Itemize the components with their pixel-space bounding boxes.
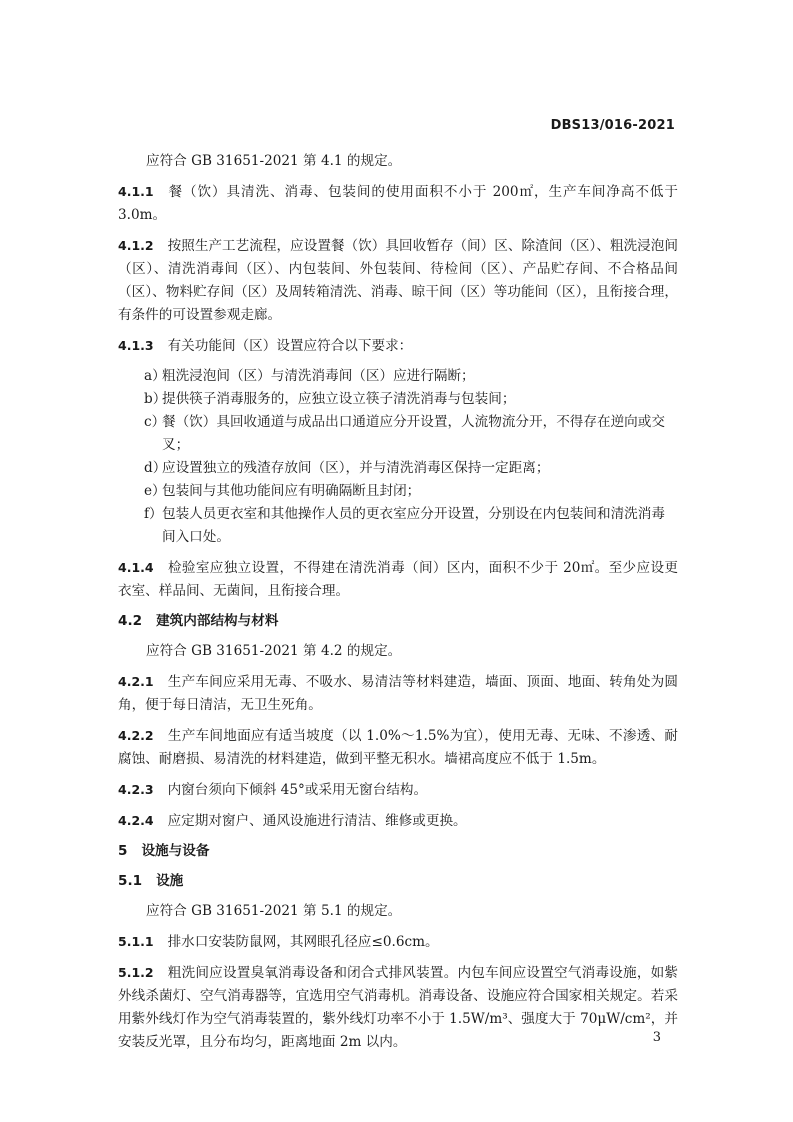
list-item-text: 应设置独立的残渣存放间（区），并与清洗消毒区保持一定距离； [162,460,550,476]
section-title: 建筑内部结构与材料 [156,613,279,629]
list-item [118,365,678,388]
clause-text: 应定期对窗户、通风设施进行清洁、维修或更换。 [167,813,467,829]
clause-text: 粗洗间应设置臭氧消毒设备和闭合式排风装置。内包车间应设置空气消毒设施，如紫外线杀菌灯、空气消毒器等，宜选用空气消毒机。消毒设备、设施应符合国家相关规定。若采用紫外线灯作为空气消毒装置的，紫外线灯功率不小于 1.5W/m³、强度大于 70μW/cm²，并安装反光罩，且分布均匀，距离地面 2m 以内。 [118,965,678,1050]
list-item-text: 包装人员更衣室和其他操作人员的更衣室应分开设置，分别设在内包装间和清洗消毒间入口处。 [162,506,665,545]
clause-number: 4.2.4 [118,813,154,828]
list-item-text: 粗洗浸泡间（区）与清洗消毒间（区）应进行隔断； [162,368,475,384]
clause-number: 4.1.2 [118,238,154,253]
section-heading [118,870,678,893]
list-item-text: 提供筷子消毒服务的，应独立设立筷子清洗消毒与包装间； [162,391,516,407]
clause-paragraph [118,670,678,717]
clause-number: 4.2.2 [118,728,154,743]
list-item [118,457,678,480]
paragraph: 应符合 GB 31651-2021 第 4.2 的规定。 [146,643,402,659]
list-marker: e） [144,483,166,499]
clause-paragraph [118,334,678,358]
document-body [118,150,678,1061]
clause-paragraph [118,809,678,833]
clause-text: 排水口安装防鼠网，其网眼孔径应≤0.6cm。 [167,934,439,950]
clause-text: 生产车间应采用无毒、不吸水、易清洁等材料建造，墙面、顶面、地面、转角处为圆角，便于每日清洁，无卫生死角。 [118,674,678,713]
section-heading [118,610,678,633]
list-item-text: 餐（饮）具回收通道与成品出口通道应分开设置，人流物流分开，不得存在逆向或交叉； [162,414,665,453]
clause-text: 餐（饮）具清洗、消毒、包装间的使用面积不小于 200㎡，生产车间净高不低于 3.0m。 [118,184,678,223]
clause-paragraph [118,180,678,227]
clause-number: 4.1.3 [118,338,154,353]
clause-paragraph [118,778,678,802]
list-marker: d） [144,460,167,476]
clause-number: 5.1.1 [118,934,154,949]
clause-paragraph [118,556,678,603]
clause-text: 生产车间地面应有适当坡度（以 1.0%～1.5%为宜），使用无毒、无味、不渗透、耐腐蚀、耐磨损、易清洗的材料建造，做到平整无积水。墙裙高度应不低于 1.5m。 [118,728,678,767]
list-marker: f） [144,506,163,522]
clause-paragraph [118,234,678,327]
clause-text: 检验室应独立设置，不得建在清洗消毒（间）区内，面积不少于 20㎡。至少应设更衣室、样品间、无菌间，且衔接合理。 [118,560,678,599]
clause-paragraph [118,961,678,1054]
list-item [118,388,678,411]
clause-number: 4.2.3 [118,782,154,797]
clause-number: 4.1.4 [118,560,154,575]
section-number: 5.1 [118,873,143,889]
section-heading [118,840,678,863]
section-title: 设施与设备 [141,843,210,859]
clause-text: 有关功能间（区）设置应符合以下要求： [167,338,413,354]
paragraph: 应符合 GB 31651-2021 第 4.1 的规定。 [146,153,402,169]
clause-text: 按照生产工艺流程，应设置餐（饮）具回收暂存（间）区、除渣间（区）、粗洗浸泡间（区）、清洗消毒间（区）、内包装间、外包装间、待检间（区）、产品贮存间、不合格品间（区）、物料贮存间（区）及周转箱清洗、消毒、晾干间（区）等功能间（区），且衔接合理，有条件的可设置参观走廊。 [118,238,678,323]
clause-paragraph [118,724,678,771]
clause-paragraph [118,930,678,954]
section-title: 设施 [156,873,184,889]
list-marker: a） [144,368,166,384]
list-marker: b） [144,391,167,407]
clause-number: 4.2.1 [118,674,154,689]
document-code: DBS13/016-2021 [550,118,675,133]
clause-number: 4.1.1 [118,184,154,199]
list-item [118,480,678,503]
section-number: 5 [118,843,128,859]
paragraph: 应符合 GB 31651-2021 第 5.1 的规定。 [146,903,402,919]
clause-text: 内窗台须向下倾斜 45°或采用无窗台结构。 [167,782,428,798]
section-number: 4.2 [118,613,143,629]
list-item-text: 包装间与其他功能间应有明确隔断且封闭； [162,483,421,499]
list-item [118,411,678,457]
requirement-list [118,365,678,549]
list-item [118,503,678,549]
list-marker: c） [144,414,166,430]
clause-number: 5.1.2 [118,965,154,980]
page-number: 3 [652,1030,661,1045]
